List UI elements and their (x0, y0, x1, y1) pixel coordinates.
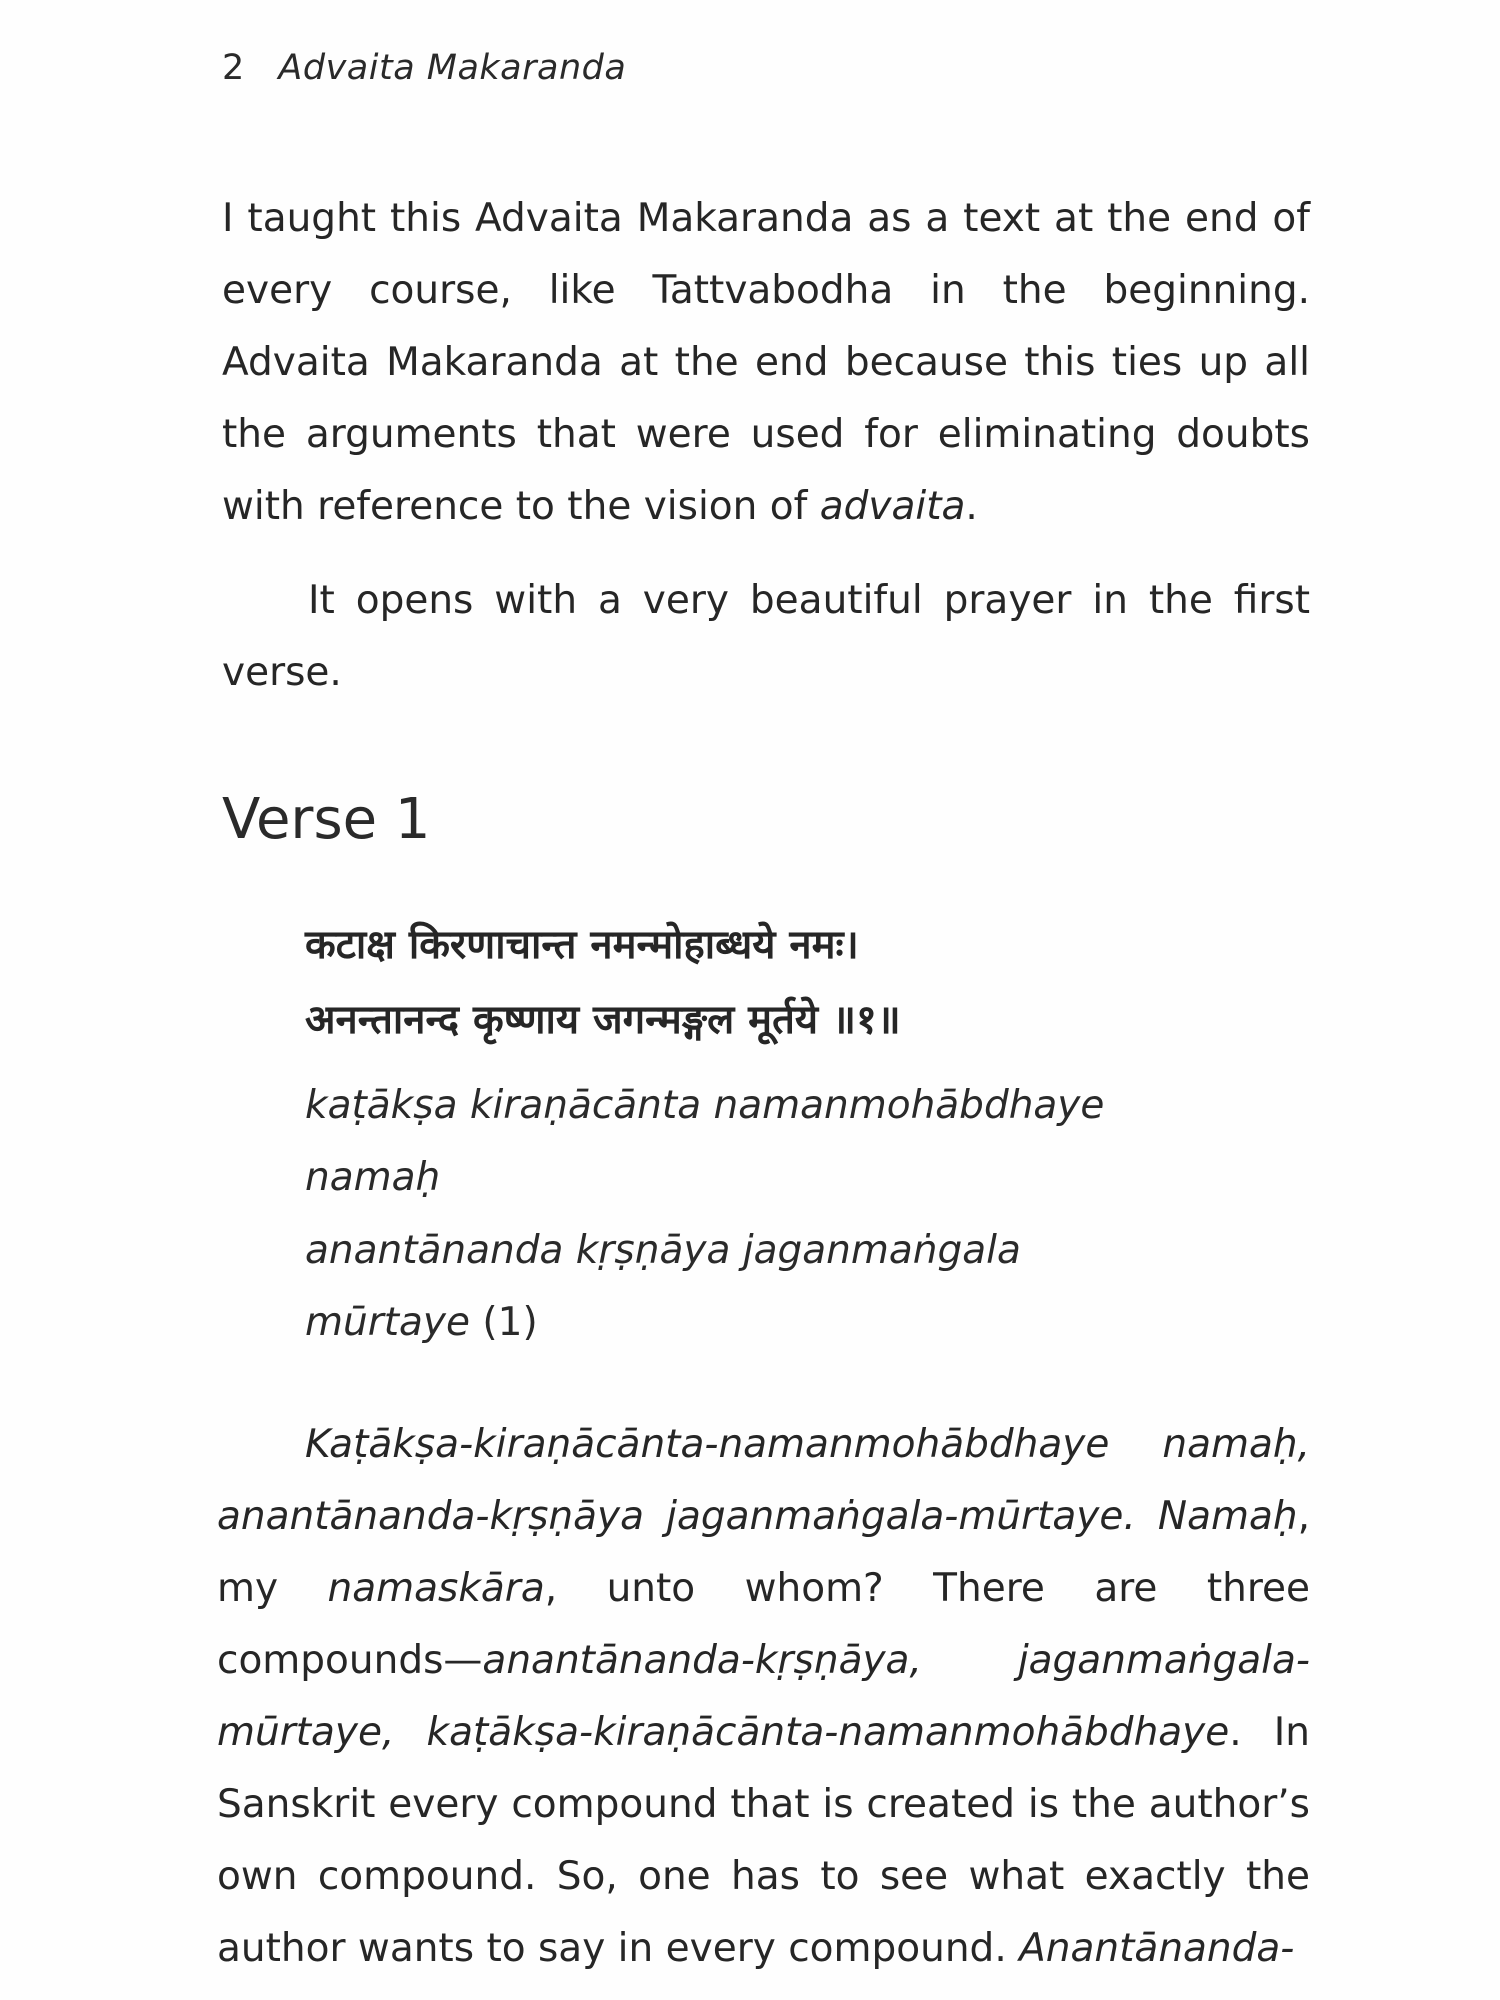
transliteration-line-2: namaḥ (305, 1155, 441, 1200)
transliteration-line-4-text: mūrtaye (305, 1300, 471, 1345)
commentary-verse-quote: Kaṭākṣa-kiraṇācānta-namanmohābdhaye namaḥ, anantānanda-kṛṣṇāya jaganmaṅgala-mūrtaye. (217, 1422, 1310, 1539)
transliteration-line-1: kaṭākṣa kiraṇācānta namanmohābdhaye (305, 1083, 1105, 1128)
running-header (222, 48, 626, 88)
commentary-compounds: anantānanda-kṛṣṇāya, jaganmaṅgala-mūrtaye, kaṭākṣa-kiraṇācānta-namanmohābdhaye (217, 1638, 1310, 1755)
book-title: Advaita Makaranda (278, 48, 627, 88)
commentary-paragraph (217, 1409, 1310, 1985)
commentary-text-1: , my (217, 1494, 1310, 1611)
verse-heading: Verse 1 (222, 787, 431, 852)
commentary-text-2: , unto whom? There are three compounds— (217, 1566, 1310, 1683)
intro-paragraph-2: It opens with a very beautiful prayer in the first verse. (222, 578, 1310, 695)
verse-number: (1) (482, 1300, 538, 1345)
transliteration-line-3: anantānanda kṛṣṇāya jaganmaṅgala (305, 1228, 1021, 1273)
commentary-namah: Namaḥ (1157, 1494, 1298, 1539)
intro-paragraph-1-end: . (965, 484, 978, 529)
commentary-namaskara: namaskāra (327, 1566, 545, 1611)
commentary-anantananda: Anantānanda- (1019, 1926, 1295, 1971)
intro-paragraph-1 (222, 183, 1310, 543)
commentary-text-3: . In Sanskrit every compound that is created is the author’s own compound. So, one has to see what exactly the author wants to say in every compound. (217, 1710, 1310, 1971)
intro-paragraph-1-text: I taught this Advaita Makaranda as a text at the end of every course, like Tattvabodha in the beginning. Advaita Makaranda at the end because this ties up all the arguments that were used for eliminating doubts with reference to the vision of (222, 196, 1310, 529)
page-number: 2 (222, 48, 245, 88)
advaita-term: advaita (819, 484, 966, 529)
devanagari-line-2: अनन्तानन्द कृष्णाय जगन्मङ्गल मूर्तये ॥१॥ (305, 996, 901, 1043)
devanagari-line-1: कटाक्ष किरणाचान्त नमन्मोहाब्धये नमः। (305, 921, 859, 968)
transliteration-line-4 (305, 1300, 538, 1345)
